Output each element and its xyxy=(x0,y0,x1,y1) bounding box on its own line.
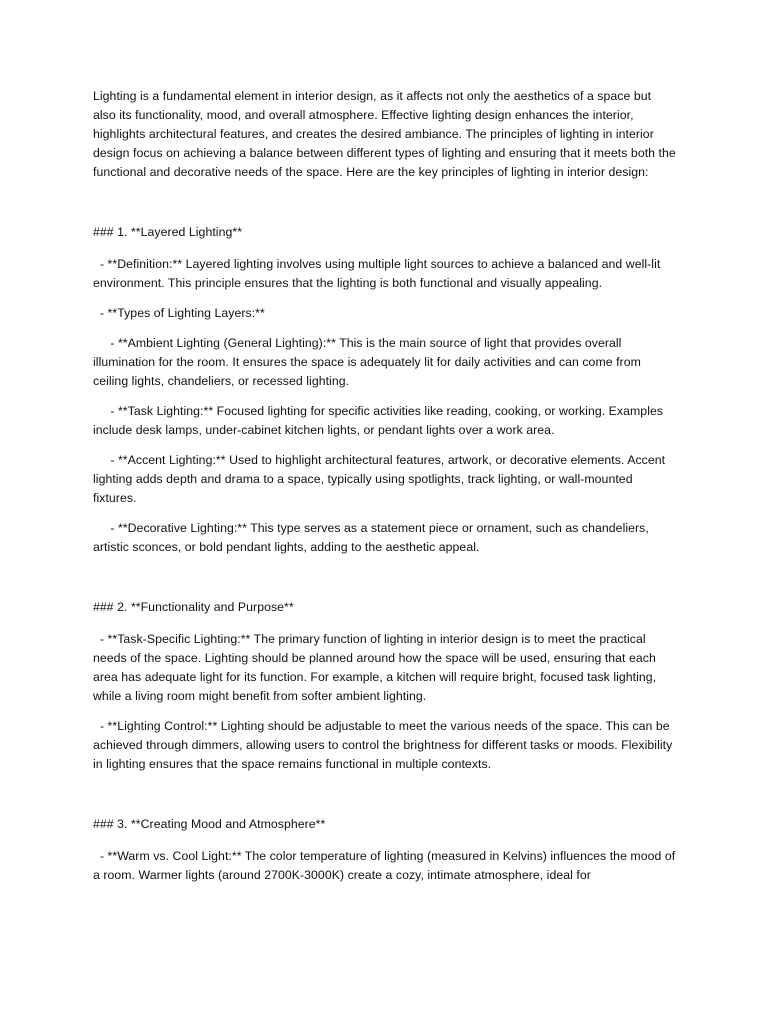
section-3-heading: ### 3. **Creating Mood and Atmosphere** xyxy=(93,817,326,831)
section-1-item-3: - **Ambient Lighting (General Lighting):** This is the main source of light that provides overall illumination for the room. It ensures the space is adequately lit for daily activities and can come from ceiling lights, chandeliers, or recessed lighting. xyxy=(93,336,645,388)
section-1-item-1: - **Definition:** Layered lighting involves using multiple light sources to achieve a balanced and well-lit environment. This principle ensures that the lighting is both functional and visually appealing. xyxy=(93,257,664,290)
section-3-item-1: - **Warm vs. Cool Light:** The color temperature of lighting (measured in Kelvins) influences the mood of a room. Warmer lights (around 2700K-3000K) create a cozy, intimate atmosphere, ideal for xyxy=(93,849,679,882)
section-2-heading: ### 2. **Functionality and Purpose** xyxy=(93,600,294,614)
section-2-item-1: - **Task-Specific Lighting:** The primary function of lighting in interior design is to meet the practical needs of the space. Lighting should be planned around how the space will be used, ensuring that each area has adequate light for its function. For example, a kitchen will require bright, focused task lighting, while a living room might benefit from softer ambient lighting. xyxy=(93,632,660,703)
intro-paragraph: Lighting is a fundamental element in interior design, as it affects not only the aesthetics of a space but also its functionality, mood, and overall atmosphere. Effective lighting design enhances the interior, highlights architectural features, and creates the desired ambiance. The principles of lighting in interior design focus on achieving a balance between different types of lighting and ensuring that it meets both the functional and decorative needs of the space. Here are the key principles of lighting in interior design: xyxy=(93,89,680,179)
section-2-item-2: - **Lighting Control:** Lighting should be adjustable to meet the various needs of the space. This can be achieved through dimmers, allowing users to control the brightness for different tasks or moods. Flexibility in lighting ensures that the space remains functional in multiple contexts. xyxy=(93,719,676,771)
section-1-heading: ### 1. **Layered Lighting** xyxy=(93,225,243,239)
section-1-item-4: - **Task Lighting:** Focused lighting for specific activities like reading, cooking, or working. Examples include desk lamps, under-cabinet kitchen lights, or pendant lights over a work area. xyxy=(93,404,667,437)
section-1-item-6: - **Decorative Lighting:** This type serves as a statement piece or ornament, such as chandeliers, artistic sconces, or bold pendant lights, adding to the aesthetic appeal. xyxy=(93,521,653,554)
section-1-item-2: - **Types of Lighting Layers:** xyxy=(93,306,265,320)
section-1-item-5: - **Accent Lighting:** Used to highlight architectural features, artwork, or decorative elements. Accent lighting adds depth and drama to a space, typically using spotlights, track lighting, or wall-mounted fixtures. xyxy=(93,453,669,505)
